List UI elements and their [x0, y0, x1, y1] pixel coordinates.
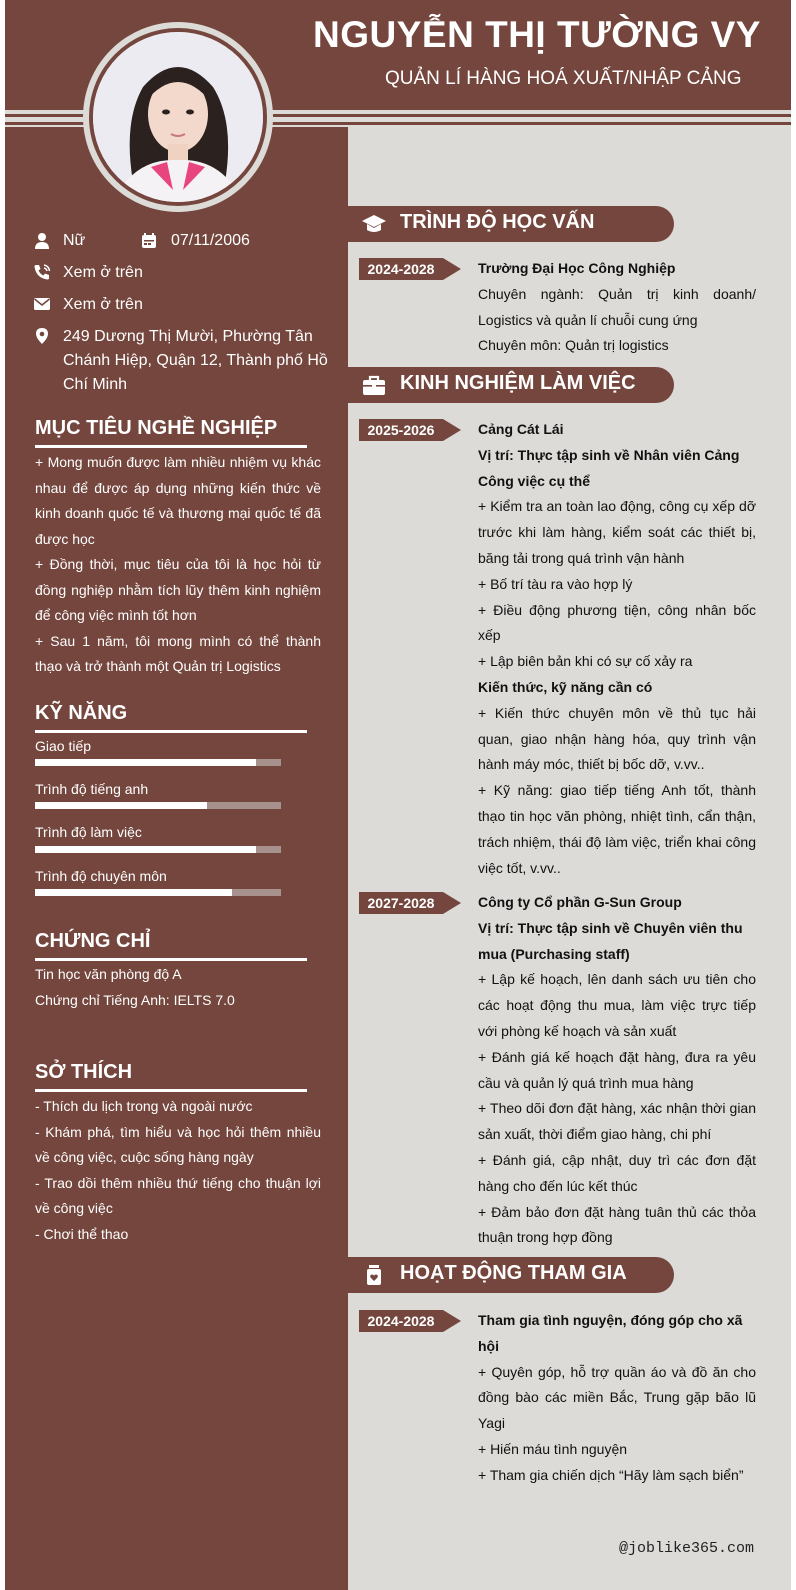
duty-item: + Đảm bảo đơn đặt hàng tuân thủ các thỏa thuận trong hợp đồng — [478, 1203, 756, 1246]
duty-item: + Kiểm tra an toàn lao động, công cụ xếp dỡ trước khi làm hàng, kiểm soát các thiết bị, băng tải trong quá trình vận hành — [478, 498, 756, 566]
company-name: Cảng Cát Lái — [478, 421, 564, 437]
date-label: 2024-2028 — [359, 258, 443, 280]
certificate-item: Chứng chỉ Tiếng Anh: IELTS 7.0 — [35, 991, 235, 1008]
profile-photo — [93, 32, 263, 202]
experience-date-tag — [359, 419, 463, 441]
certificates-rule — [35, 958, 307, 961]
skill-required-item: + Kỹ năng: giao tiếp tiếng Anh tốt, thành thạo tin học văn phòng, nhiệt tình, cẩn thận, trách nhiệm, thái độ làm việc, triển khai công việc tốt, v.vv.. — [478, 782, 756, 876]
skill-bar-fill — [35, 759, 256, 766]
duty-item: + Theo dõi đơn đặt hàng, xác nhận thời gian sản xuất, thời điểm giao hàng, chi phí — [478, 1100, 756, 1143]
skill-label: Trình độ chuyên môn — [35, 868, 167, 884]
experience-date-tag — [359, 892, 463, 914]
school-name: Trường Đại Học Công Nghiệp — [478, 260, 676, 276]
objective-line: + Đồng thời, mục tiêu của tôi là học hỏi từ đồng nghiệp nhằm tích lũy thêm kinh nghiệm để công việc mình tốt hơn — [35, 556, 321, 623]
skill-label: Trình độ tiếng anh — [35, 781, 149, 797]
objective-text — [35, 450, 321, 680]
profile-photo-frame — [83, 22, 273, 212]
activities-date-tag — [359, 1310, 463, 1332]
gender: Nữ — [63, 232, 86, 249]
objective-line: + Sau 1 năm, tôi mong mình có thể thành thạo và trở thành một Quản trị Logistics — [35, 632, 321, 674]
charity-jar-icon — [362, 1264, 386, 1286]
hobby-item: - Chơi thể thao — [35, 1225, 129, 1242]
experience-heading: KINH NGHIỆM LÀM VIỆC — [400, 372, 636, 394]
certificates-text — [35, 962, 321, 1013]
job-position: Vị trí: Thực tập sinh về Nhân viên Cảng — [478, 446, 740, 463]
date-label: 2024-2028 — [359, 1310, 443, 1332]
hobby-item: - Thích du lịch trong và ngoài nước — [35, 1098, 253, 1114]
activities-section-header — [348, 1257, 674, 1293]
date-label: 2025-2026 — [359, 419, 443, 441]
duty-item: + Bố trí tàu ra vào hợp lý — [478, 575, 633, 592]
skill-bar — [35, 759, 281, 766]
hobbies-rule — [35, 1089, 307, 1092]
certificate-item: Tin học văn phòng độ A — [35, 966, 182, 982]
watermark: @joblike365.com — [619, 1540, 755, 1557]
birthdate: 07/11/2006 — [171, 232, 250, 249]
hobbies-text — [35, 1094, 321, 1247]
skill-bar — [35, 846, 281, 853]
objective-line: + Mong muốn được làm nhiều nhiệm vụ khác nhau để được áp dụng những kiến thức về kinh doanh quốc tế và thương mại quốc tế đã được học — [35, 454, 321, 547]
cv-page — [5, 0, 791, 1590]
candidate-name: NGUYỄN THỊ TƯỜNG VY — [313, 14, 761, 55]
certificates-heading: CHỨNG CHỈ — [35, 930, 151, 952]
phone-icon — [33, 263, 51, 281]
duty-item: + Lập kế hoạch, lên danh sách ưu tiên cho các hoạt động thu mua, làm việc trực tiếp với phòng kế hoạch và sản xuất — [478, 971, 756, 1039]
experience-entry — [478, 417, 756, 881]
location-icon — [33, 327, 51, 345]
email: Xem ở trên — [63, 296, 143, 313]
activity-item: + Quyên góp, hỗ trợ quần áo và đồ ăn cho đồng bào các miền Bắc, Trung gặp bão lũ Yagi — [478, 1363, 756, 1432]
objective-rule — [35, 445, 307, 448]
skill-bar-fill — [35, 889, 232, 896]
activities-entry — [478, 1308, 756, 1489]
skill-label: Giao tiếp — [35, 738, 92, 754]
experience-section-header — [348, 367, 674, 403]
skill-bar-fill — [35, 802, 207, 809]
person-icon — [33, 232, 51, 250]
hobbies-heading: SỞ THÍCH — [35, 1061, 133, 1083]
job-title: QUẢN LÍ HÀNG HOÁ XUẤT/NHẬP CẢNG — [385, 68, 742, 89]
skills-heading: KỸ NĂNG — [35, 702, 128, 724]
duties-heading: Công việc cụ thể — [478, 472, 591, 489]
skill-label: Trình độ làm việc — [35, 824, 142, 840]
phone: Xem ở trên — [63, 264, 143, 281]
hobby-item: - Khám phá, tìm hiểu và học hỏi thêm nhiều về công việc, cuộc sống hàng ngày — [35, 1123, 321, 1165]
activity-item: + Tham gia chiến dịch “Hãy làm sạch biển” — [478, 1466, 744, 1483]
skill-bar-fill — [35, 846, 256, 853]
calendar-icon — [140, 232, 158, 250]
duty-item: + Điều động phương tiện, công nhân bốc xếp — [478, 601, 756, 644]
skills-rule — [35, 730, 307, 733]
graduation-cap-icon — [362, 213, 386, 235]
email-icon — [33, 295, 51, 313]
skill-bar — [35, 802, 281, 809]
duty-item: + Đánh giá, cập nhật, duy trì các đơn đặt hàng cho đến lúc kết thúc — [478, 1151, 756, 1194]
education-line: Chuyên môn: Quản trị logistics — [478, 337, 669, 354]
duty-item: + Lập biên bản khi có sự cố xảy ra — [478, 653, 693, 670]
address: 249 Dương Thị Mười, Phường Tân Chánh Hiệp, Quận 12, Thành phố Hồ Chí Minh — [63, 328, 328, 393]
activity-item: + Hiến máu tình nguyện — [478, 1440, 628, 1457]
activities-heading: HOẠT ĐỘNG THAM GIA — [400, 1262, 627, 1284]
skill-bar — [35, 889, 281, 896]
hobby-item: - Trao dồi thêm nhiều thứ tiếng cho thuận lợi về công việc — [35, 1174, 321, 1216]
skills-required-heading: Kiến thức, kỹ năng cần có — [478, 678, 653, 695]
education-heading: TRÌNH ĐỘ HỌC VẤN — [400, 211, 595, 233]
briefcase-icon — [362, 374, 386, 396]
company-name: Công ty Cổ phần G-Sun Group — [478, 894, 682, 910]
skill-required-item: + Kiến thức chuyên môn về thủ tục hải quan, giao nhận hàng hóa, quy trình vận hành máy móc, thiết bị bốc dỡ, v.vv.. — [478, 704, 756, 773]
job-position: Vị trí: Thực tập sinh về Chuyên viên thu mua (Purchasing staff) — [478, 919, 743, 962]
activity-heading: Tham gia tình nguyện, đóng góp cho xã hội — [478, 1312, 743, 1354]
date-label: 2027-2028 — [359, 892, 443, 914]
duty-item: + Đánh giá kế hoạch đặt hàng, đưa ra yêu cầu và quản lý quá trình mua hàng — [478, 1048, 756, 1091]
objective-heading: MỤC TIÊU NGHỀ NGHIỆP — [35, 417, 278, 439]
education-date-tag — [359, 258, 463, 280]
experience-entry — [478, 890, 756, 1251]
education-section-header — [348, 206, 674, 242]
education-entry — [478, 256, 756, 359]
education-line: Chuyên ngành: Quản trị kinh doanh/ Logistics và quản lí chuỗi cung ứng — [478, 285, 756, 328]
